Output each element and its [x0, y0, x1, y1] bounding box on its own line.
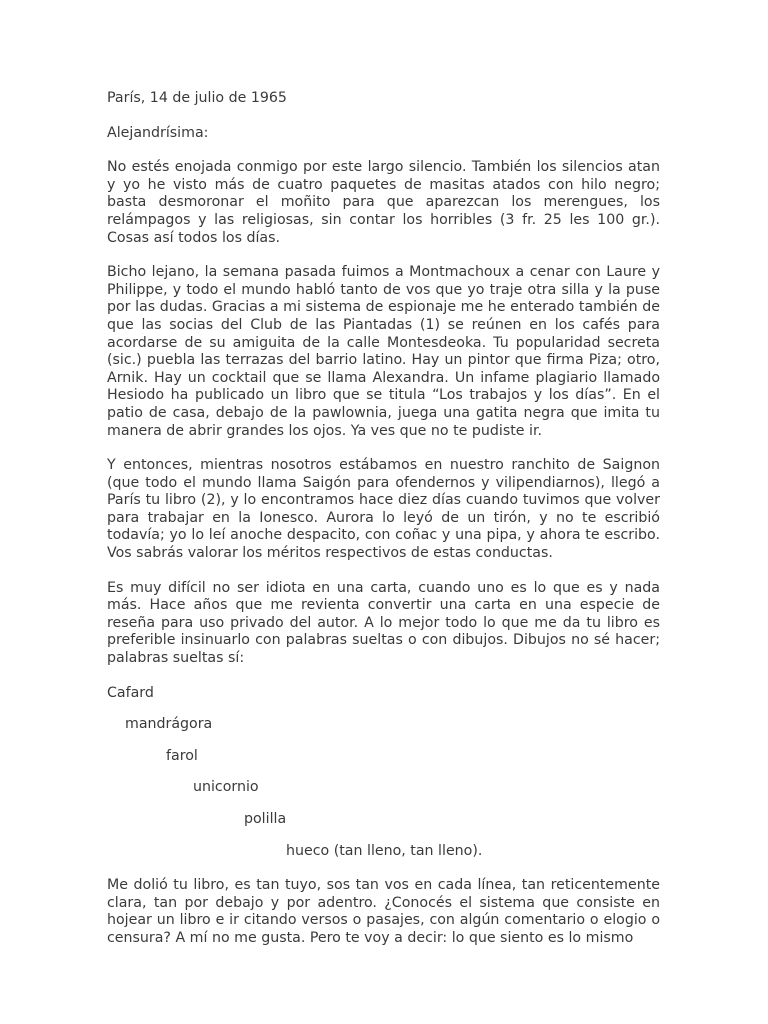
- loose-word-farol: farol: [166, 747, 198, 764]
- paragraph-closing: Me dolió tu libro, es tan tuyo, sos tan vos en cada línea, tan reticentemente clara, tan por debajo y por adentro. ¿Conocés el sistema que consiste en hojear un libro e ir citando versos o pasajes, con algún comentario o elogio o censura? A mí no me gusta. Pero te voy a decir: lo que siento es lo mismo: [107, 877, 660, 946]
- loose-word-polilla: polilla: [244, 811, 287, 827]
- letter-page: [107, 90, 660, 965]
- letter-salutation: Alejandrísima:: [107, 124, 209, 141]
- paragraph-loose-words-intro: Es muy difícil no ser idiota en una carta, cuando uno es lo que es y nada más. Hace años que me revienta convertir una carta en una especie de reseña para uso privado del autor. A lo mejor todo lo que me da tu libro es preferible insinuarlo con palabras sueltas o con dibujos. Dibujos no sé hacer; palabras sueltas sí:: [107, 579, 660, 667]
- paragraph-silence: No estés enojada conmigo por este largo silencio. También los silencios atan y yo he visto más de cuatro paquetes de masitas atados con hilo negro; basta desmoronar el moñito para que aparezcan los merengues, los relámpagos y las religiosas, sin contar los horribles (3 fr. 25 les 100 gr.). Cosas así todos los días.: [107, 159, 660, 246]
- paragraph-saignon: Y entonces, mientras nosotros estábamos en nuestro ranchito de Saignon (que todo el mundo llama Saigón para ofendernos y vilipendiarnos), llegó a París tu libro (2), y lo encontramos hace diez días cuando tuvimos que volver para trabajar en la Ionesco. Aurora lo leyó de un tirón, y no te escribió todavía; yo lo leí anoche despacito, con coñac y una pipa, y ahora te escribo. Vos sabrás valorar los méritos respectivos de estas conductas.: [107, 457, 660, 562]
- loose-word-hueco: hueco (tan lleno, tan lleno).: [286, 842, 483, 859]
- loose-word-unicornio: unicornio: [193, 779, 259, 796]
- loose-word-cafard: Cafard: [107, 684, 154, 701]
- loose-word-mandragora: mandrágora: [125, 716, 213, 733]
- paragraph-montmachoux: Bicho lejano, la semana pasada fuimos a Montmachoux a cenar con Laure y Philippe, y todo el mundo habló tanto de vos que yo traje otra silla y la puse por las dudas. Gracias a mi sistema de espionaje me he enterado también de que las socias del Club de las Piantadas (1) se reúnen en los cafés para acordarse de su amiguita de la calle Montesdeoka. Tu popularidad secreta (sic.) puebla las terrazas del barrio latino. Hay un pintor que firma Piza; otro, Arnik. Hay un cocktail que se llama Alexandra. Un infame plagiario llamado Hesiodo ha publicado un libro que se titula “Los trabajos y los días”. En el patio de casa, debajo de la pawlownia, juega una gatita negra que imita tu manera de abrir grandes los ojos. Ya ves que no te pudiste ir.: [107, 264, 660, 439]
- letter-dateline: París, 14 de julio de 1965: [107, 90, 287, 106]
